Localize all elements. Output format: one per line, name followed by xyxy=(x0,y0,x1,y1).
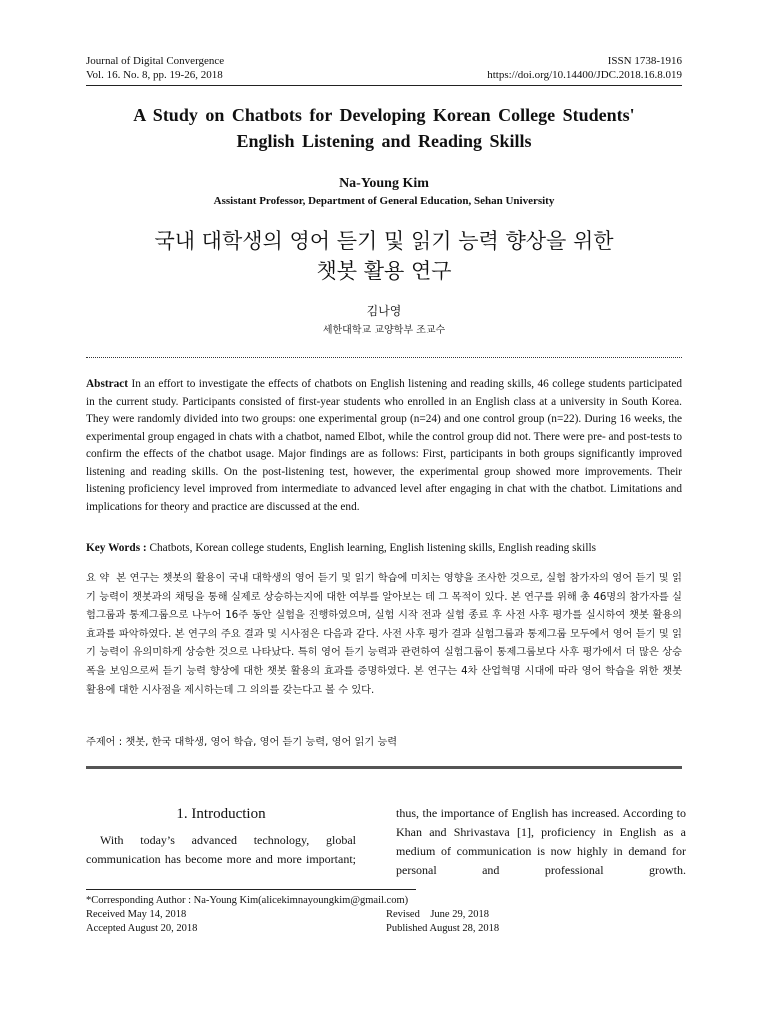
korean-abstract-label: 요 약 xyxy=(86,573,110,584)
paper-title-line2: English Listening and Reading Skills xyxy=(236,131,532,151)
journal-header-right xyxy=(487,54,682,82)
korean-title-line2: 챗봇 활용 연구 xyxy=(316,259,452,283)
section-title: 1. Introduction xyxy=(176,806,266,822)
korean-keywords-text: 챗봇, 한국 대학생, 영어 학습, 영어 듣기 능력, 영어 읽기 능력 xyxy=(125,737,398,748)
korean-abstract xyxy=(86,570,682,700)
korean-author-name: 김나영 xyxy=(366,304,402,318)
section-divider xyxy=(86,766,682,769)
corresponding-author: *Corresponding Author : Na-Young Kim(alicekimnayoungkim@gmail.com) xyxy=(86,895,409,906)
body-column-right xyxy=(396,804,686,880)
issn: ISSN 1738-1916 xyxy=(607,55,682,67)
keywords-label: Key Words : xyxy=(86,542,147,554)
body-left-text: With today’s advanced technology, global communication has become more and more important; xyxy=(86,833,356,866)
accepted-date: Accepted August 20, 2018 xyxy=(86,923,198,934)
author-affiliation: Assistant Professor, Department of General Education, Sehan University xyxy=(213,195,555,207)
journal-header-left xyxy=(86,54,224,82)
korean-keywords xyxy=(86,733,682,748)
korean-affiliation: 세한대학교 교양학부 조교수 xyxy=(322,325,446,336)
body-paragraph-right: thus, the importance of English has increased. According to Khan and Shrivastava [1], proficiency in English as a medium of communication is now highly in demand for personal and professional growth. xyxy=(396,806,686,877)
korean-abstract-text: 본 연구는 챗봇의 활용이 국내 대학생의 영어 듣기 및 읽기 학습에 미치는 영향을 조사한 것으로, 실험 참가자의 영어 듣기 및 읽기 능력이 챗봇과의 채팅을 통해 실제로 상승하는지에 대한 여부를 알아보는 데 그 목적이 있다. 본 연구를 위해 총 46명의 참가자를 실험그룹과 통제그룹으로 나누어 16주 동안 실험을 진행하였으며, 실험 시작 전과 실험 종료 후 사전 사후 평가를 실시하여 챗봇 활용의 효과를 파악하였다. 본 연구의 주요 결과 및 시사점은 다음과 같다. 사전 사후 평가 결과 실험그룹과 통제그룹 모두에서 영어 듣기 및 읽기 능력이 유의미하게 상승한 것으로 나타났다. 특히 영어 듣기 능력과 관련하여 실험그룹이 통제그룹보다 사후 평가에서 더 많은 상승폭을 보임으로써 듣기 능력 향상에 대한 챗봇 활용의 효과를 증명하였다. 본 연구는 4차 산업혁명 시대에 따라 영어 학습을 위한 챗봇 활용에 대한 시사점을 제시하는데 그 의의를 갖는다고 볼 수 있다. xyxy=(86,573,683,696)
abstract-label: Abstract xyxy=(86,378,129,390)
body-paragraph-left xyxy=(86,831,356,869)
journal-volume: Vol. 16. No. 8, pp. 19-26, 2018 xyxy=(86,69,223,81)
paper-title xyxy=(60,102,708,154)
korean-title-line1: 국내 대학생의 영어 듣기 및 읽기 능력 향상을 위한 xyxy=(154,229,614,253)
keywords-text: Chatbots, Korean college students, English learning, English listening skills, English reading skills xyxy=(149,542,596,554)
korean-title xyxy=(40,226,728,286)
paper-title-line1: A Study on Chatbots for Developing Korean College Students' xyxy=(133,105,635,125)
published-date: Published August 28, 2018 xyxy=(386,923,500,934)
footnote-divider xyxy=(86,889,416,890)
abstract xyxy=(86,376,682,516)
doi-link[interactable]: https://doi.org/10.14400/JDC.2018.16.8.019 xyxy=(487,69,682,81)
author-name: Na-Young Kim xyxy=(339,176,429,191)
header-divider xyxy=(86,85,682,86)
keywords xyxy=(86,540,682,556)
dotted-divider xyxy=(86,357,682,358)
korean-keywords-label: 주제어 : xyxy=(86,737,123,748)
received-date: Received May 14, 2018 xyxy=(86,909,187,920)
journal-name: Journal of Digital Convergence xyxy=(86,55,225,67)
revised-date: Revised June 29, 2018 xyxy=(386,909,489,920)
body-column-left xyxy=(86,804,356,869)
abstract-text: In an effort to investigate the effects of chatbots on English listening and reading skills, 46 college students participated in the current study. Participants consisted of first-year students who enrolled in an English class at a university in South Korea. They were randomly divided into two groups: one experimental group (n=24) and one control group (n=22). During 16 weeks, the experimental group engaged in chats with a chatbot, named Elbot, while the control group did not. There were pre- and post-tests to confirm the effects of the chatbot usage. Major findings are as follows: First, participants in both groups significantly improved listening and reading skills. On the post-listening test, however, the experimental group showed more improvements. Their listening proficiency level improved from intermediate to advanced level after engaging in chat with the chatbot. Limitations and implications for theory and practice are discussed at the end. xyxy=(86,378,682,513)
